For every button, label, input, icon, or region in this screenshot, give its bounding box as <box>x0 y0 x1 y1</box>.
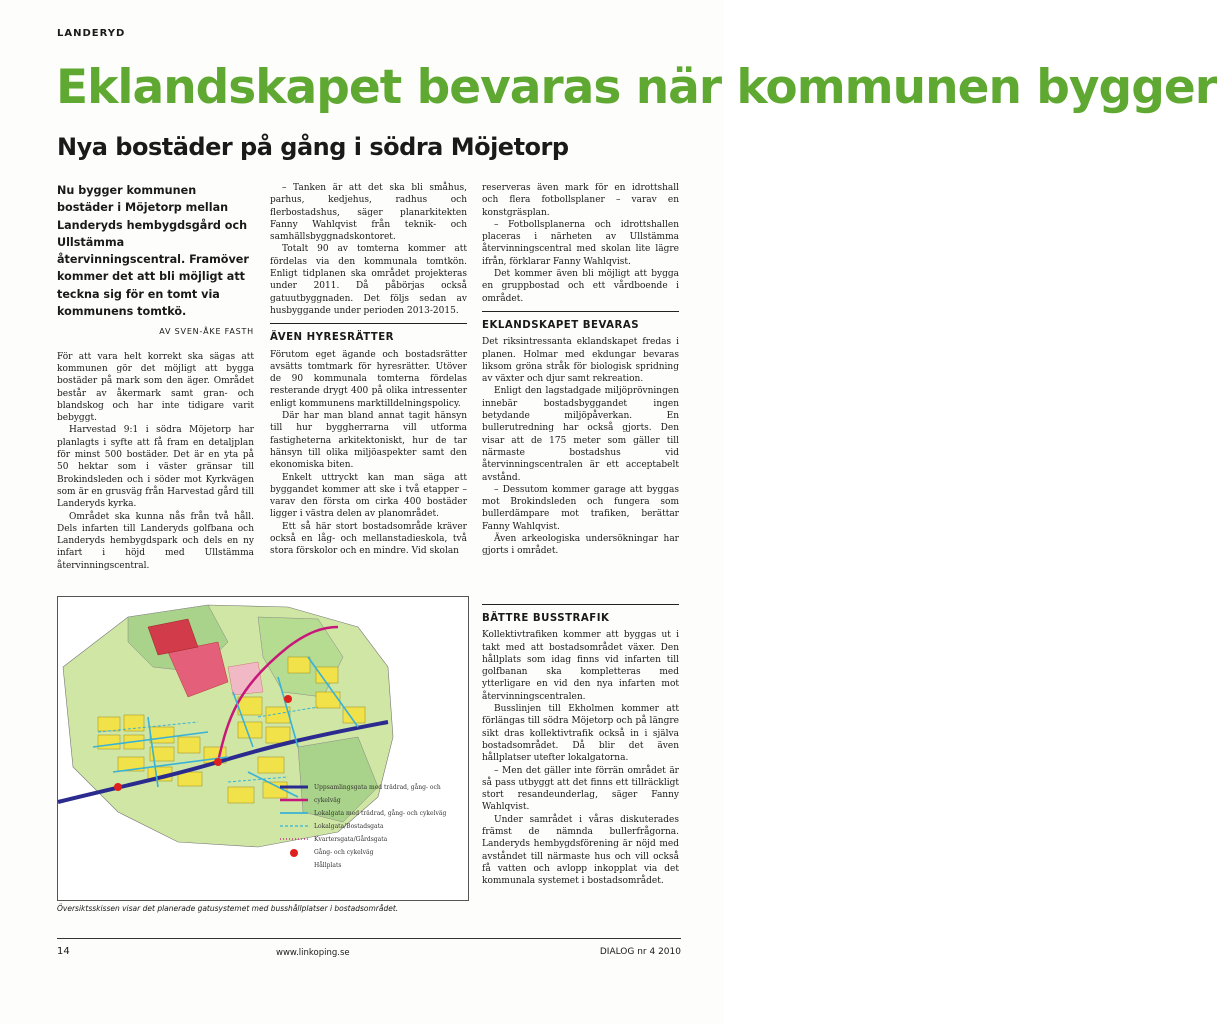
body-paragraph: Totalt 90 av tomterna kommer att fördelas via den kommunala tomtkön. Enligt tidplanen ska området projekteras under 2011. Då påbörjas också gatuutbyggnaden. Det följs sedan av husbyggande under perioden 2013-2015. <box>270 244 467 316</box>
column-divider <box>270 323 467 324</box>
body-paragraph: Det riksintressanta eklandskapet fredas i planen. Holmar med ekdungar bevaras liksom gröna stråk för biologisk spridning av växter och djur samt rekreation. <box>482 337 679 385</box>
column-3 <box>482 182 679 558</box>
body-paragraph: reserveras även mark för en idrottshall och flera fotbollsplaner – varav en konstgräsplan. <box>482 183 679 218</box>
body-paragraph: – Tanken är att det ska bli småhus, parhus, kedjehus, radhus och flerbostadshus, säger planarkitekten Fanny Wahlqvist från teknik- och samhällsbyggnadskontoret. <box>270 183 467 243</box>
legend-item: Gång- och cykelväg <box>314 849 374 856</box>
column-1 <box>57 182 254 572</box>
legend-item: Kvartersgata/Gårdsgata <box>314 836 388 843</box>
body-paragraph: Även arkeologiska undersökningar har gjorts i området. <box>482 534 679 557</box>
body-paragraph: För att vara helt korrekt ska sägas att kommunen gör det möjligt att bygga bostäder på mark som den äger. Området består av åkermark samt gran- och blandskog och har inte tidigare varit bebyggt. <box>57 351 254 424</box>
body-paragraph: Kollektivtrafiken kommer att byggas ut i takt med att bostadsområdet växer. Den hållplats som idag finns vid infarten till golfbanan ska kompletteras med ytterligare en vid den nya infarten mot återvinningscentralen. <box>482 630 679 702</box>
lead-paragraph: Nu bygger kommunen bostäder i Möjetorp mellan Landeryds hembygdsgård och Ullstämma återvinningscentral. Framöver kommer det att bli möjligt att teckna sig för en tomt via kommunens tomtkö. <box>57 184 249 319</box>
issue-label: DIALOG nr 4 2010 <box>599 947 681 957</box>
legend-item: Uppsamlingsgata med trädrad, gång- och cykelväg <box>314 784 441 804</box>
heading-hyresratter: ÄVEN HYRESRÄTTER <box>270 332 395 344</box>
heading-eklandskapet: EKLANDSKAPET BEVARAS <box>482 319 640 331</box>
column-4 <box>482 598 679 888</box>
body-paragraph: Enkelt uttryckt kan man säga att byggandet kommer att ske i två etapper – varav den första om cirka 400 bostäder ligger i västra delen av planområdet. <box>270 472 467 520</box>
headline: Eklandskapet bevaras när kommunen bygger <box>56 60 1217 115</box>
body-paragraph: Förutom eget ägande och bostadsrätter avsätts tomtmark för hyresrätter. Utöver de 90 kommunala tomterna fördelas resterande drygt 400 på olika intressenter enligt kommunens marktilldelningspolicy. <box>270 349 467 409</box>
body-paragraph: Området ska kunna nås från två håll. Dels infarten till Landeryds golfbana och Landeryds hembygdspark och dels en ny infart i höjd med Ullstämma återvinningscentral. <box>57 511 254 571</box>
section-label: LANDERYD <box>57 28 126 39</box>
body-paragraph: Under samrådet i våras diskuterades främst de nämnda bullerfrågorna. Landeryds hembygdsförening är nöjd med avståndet till närmaste hus och vill också få vatten och avlopp inkopplat via det kommunala systemet i bostadsområdet. <box>482 814 679 887</box>
footer-url: www.linkoping.se <box>276 948 350 958</box>
body-paragraph: – Dessutom kommer garage att byggas mot Brokindsleden och fungera som bullerdämpare mot trafiken, berättar Fanny Wahlqvist. <box>482 484 679 532</box>
site-plan-map <box>57 596 469 901</box>
heading-busstrafik: BÄTTRE BUSSTRAFIK <box>482 613 610 624</box>
body-paragraph: – Men det gäller inte förrän området är så pass utbyggt att det finns ett tillräckligt stort resandeunderlag, säger Fanny Wahlqvist. <box>482 765 679 813</box>
body-paragraph: Harvestad 9:1 i södra Möjetorp har planlagts i syfte att få fram en detaljplan för minst 500 bostäder. Det är en yta på 50 hektar som i väster gränsar till Brokindsleden och i söder mot Kyrkvägen som är en grusväg från Harvestad gård till Landeryds kyrka. <box>57 425 254 510</box>
body-paragraph: Busslinjen till Ekholmen kommer att förlängas till södra Möjetorp och på längre sikt dras kollektivtrafik också in i själva bostadsområdet. Då blir det även hållplatser utefter lokalgatorna. <box>482 704 679 764</box>
body-paragraph: – Fotbollsplanerna och idrottshallen placeras i närheten av Ullstämma återvinningscentral med skolan lite lägre ifrån, förklarar Fanny Wahlqvist. <box>482 219 679 267</box>
legend-item: Lokalgata med trädrad, gång- och cykelväg <box>314 810 447 817</box>
map-caption: Översiktsskissen visar det planerade gatusystemet med busshållplatser i bostadsområdet. <box>57 904 399 913</box>
column-2 <box>270 182 467 558</box>
column-divider <box>482 311 679 312</box>
subheadline: Nya bostäder på gång i södra Möjetorp <box>57 133 569 161</box>
body-paragraph: Det kommer även bli möjligt att bygga en gruppbostad och ett vårdboende i området. <box>482 269 679 304</box>
body-paragraph: Enligt den lagstadgade miljöprövningen innebär bostadsbyggandet ingen betydande miljöpåverkan. En bullerutredning har också gjorts. Den visar att de 175 meter som gäller till närmaste bostadshus vid återvinningscentralen är ett acceptabelt avstånd. <box>482 386 679 483</box>
body-paragraph: Ett så här stort bostadsområde kräver också en låg- och mellanstadieskola, två stora förskolor och en mindre. Vid skolan <box>270 521 467 557</box>
legend-item: Lokalgata/Bostadsgata <box>314 823 384 830</box>
footer-divider <box>57 938 681 939</box>
legend-item: Hållplats <box>314 862 342 869</box>
byline: AV SVEN-ÅKE FASTH <box>159 327 254 337</box>
body-paragraph: Där har man bland annat tagit hänsyn till hur byggherrarna vill utforma fastigheterna arkitektoniskt, hur de tar hänsyn till olika miljöaspekter samt den ekonomiska biten. <box>270 411 467 471</box>
map-legend <box>314 781 464 872</box>
column-divider <box>482 604 679 605</box>
page-number: 14 <box>57 946 70 957</box>
